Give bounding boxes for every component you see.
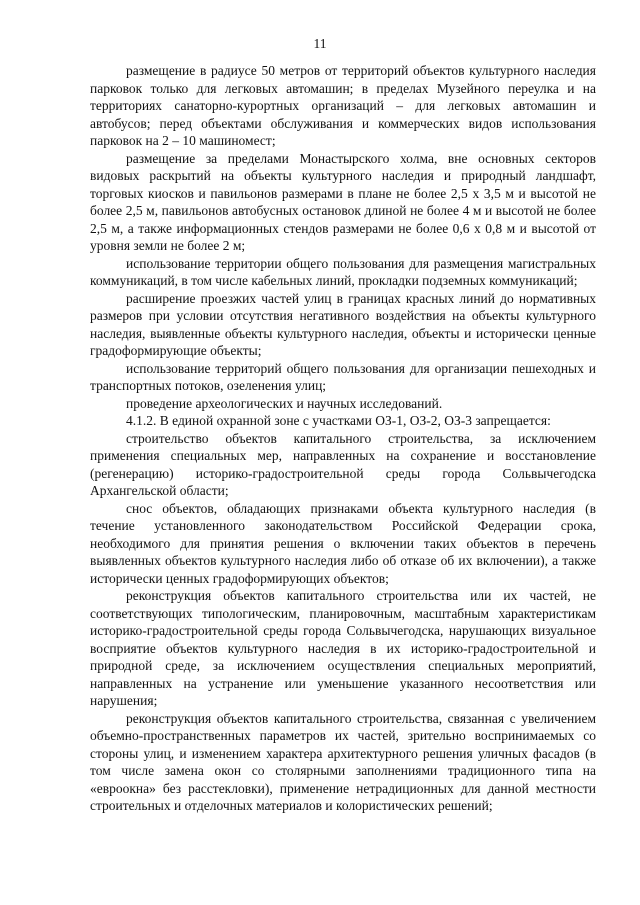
paragraph-kiosk-placement: размещение за пределами Монастырского холма, вне основных секторов видовых раскрытий на объекты культурного наследия и природный ландшафт, торговых киосков и павильонов размерами в плане не более 2,5 x 3,5 м и высотой не более 2,5 м, павильонов автобусных остановок длиной не более 4 м и высотой не более 2,5 м, а также информационных стендов размерами не более 0,6 x 0,8 м и высотой от уровня земли не более 2 м; xyxy=(90,150,596,253)
paragraph-public-areas: использование территорий общего пользования для организации пешеходных и транспортных потоков, озеленения улиц; xyxy=(90,360,596,393)
paragraph-research: проведение археологических и научных исследований. xyxy=(126,395,443,411)
paragraph-utilities: использование территории общего пользования для размещения магистральных коммуникаций, в том числе кабельных линий, прокладки подземных коммуникаций; xyxy=(90,255,596,288)
paragraph-street-widening: расширение проезжих частей улиц в границах красных линий до нормативных размеров при условии отсутствия негативного воздействия на объекты культурного наследия, выявленные объекты культурного наследия, объекты и исторически ценные градоформирующие объекты; xyxy=(90,290,596,358)
page-number: 11 xyxy=(313,36,327,51)
paragraph-parking-placement: размещение в радиусе 50 метров от территорий объектов культурного наследия парковок только для легковых автомашин; в пределах Музейного переулка и на территориях санаторно-курортных организаций – для легковых автомашин и автобусов; перед объектами обслуживания и коммерческих видов использования парковок на 2 – 10 машиномест; xyxy=(90,63,596,148)
document-body xyxy=(90,62,596,815)
paragraph-section-4-1-2: 4.1.2. В единой охранной зоне с участками ОЗ-1, ОЗ-2, ОЗ-3 запрещается: xyxy=(126,413,551,428)
paragraph-reconstruction-volume: реконструкция объектов капитального строительства, связанная с увеличением объемно-пространственных параметров их частей, зрительно воспринимаемых со стороны улиц, и изменением характера архитектурного решения уличных фасадов (в том числе замена окон со столярными заполнениями традиционного типа на «евроокна» без расстекловки), применение нетрадиционных для данной местности строительных и отделочных материалов и колористических решений; xyxy=(90,710,596,813)
paragraph-construction: строительство объектов капитального строительства, за исключением применения специальных мер, направленных на сохранение и восстановление (регенерацию) историко-градостроительной среды города Сольвычегодска Архангельской области; xyxy=(90,430,596,498)
paragraph-reconstruction-nonconforming: реконструкция объектов капитального строительства или их частей, не соответствующих типологическим, планировочным, масштабным характеристикам историко-градостроительной среды города Сольвычегодска, нарушающих визуальное восприятие объектов культурного наследия в их историко-градостроительной и природной среде, за исключением осуществления специальных мероприятий, направленных на устранение или уменьшение указанного несоответствия или нарушения; xyxy=(90,588,596,708)
paragraph-demolition: снос объектов, обладающих признаками объекта культурного наследия (в течение установленного законодательством Российской Федерации срока, необходимого для принятия решения о включении таких объектов в перечень выявленных объектов культурного наследия либо об отказе об их включении), а также исторически ценных градоформирующих объектов; xyxy=(90,500,596,586)
